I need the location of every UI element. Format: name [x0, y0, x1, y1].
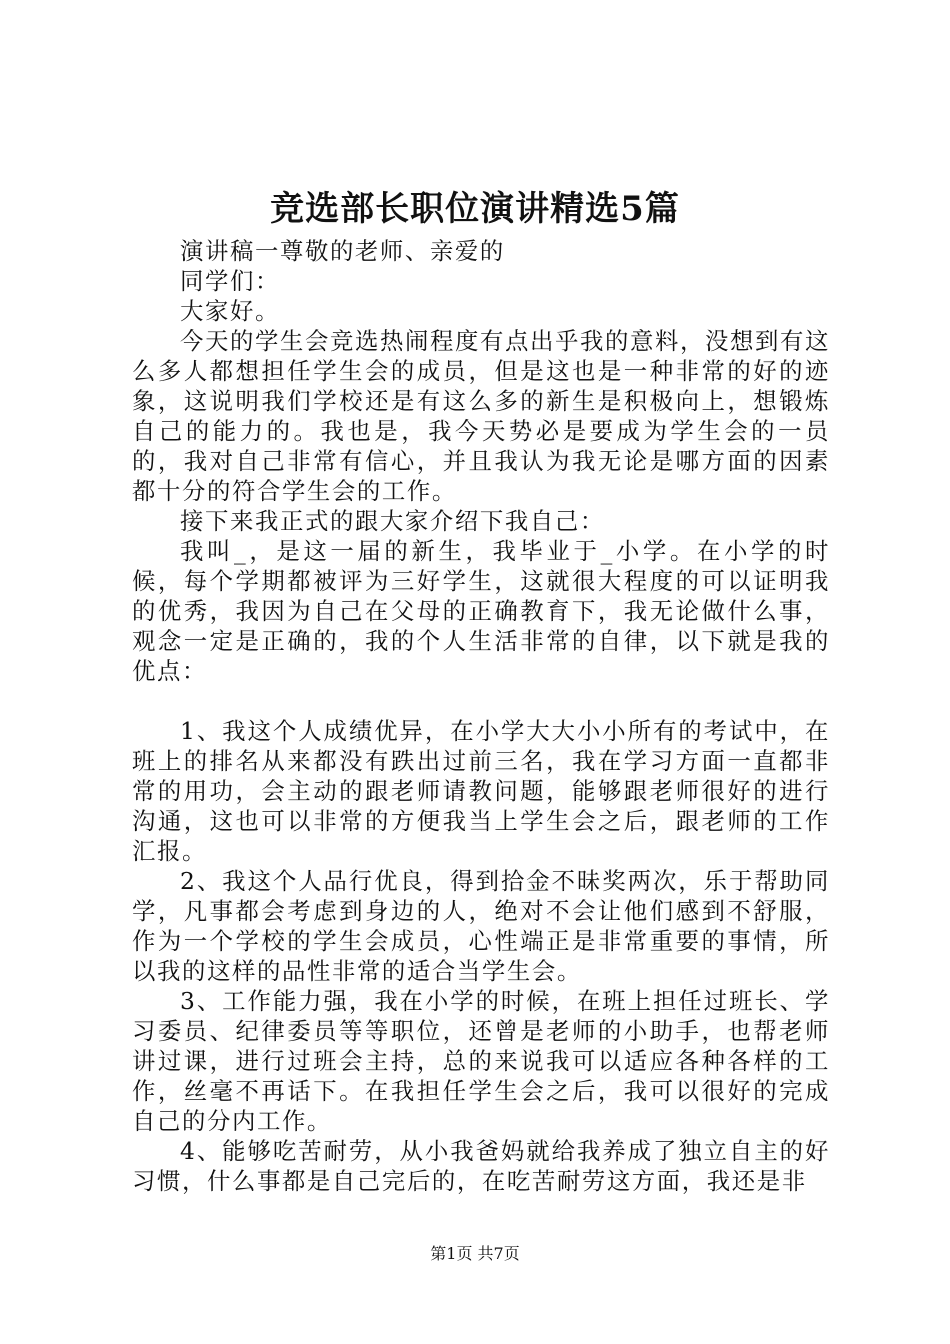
document-title: 竞选部长职位演讲精选5篇 [270, 189, 680, 229]
paragraph: 3、工作能力强，我在小学的时候，在班上担任过班长、学习委员、纪律委员等等职位，还曾是老师的小助手，也帮老师讲过课，进行过班会主持，总的来说我可以适应各种各样的工作，丝毫不再话下。在我担任学生会之后，我可以很好的完成自己的分内工作。 [132, 987, 830, 1135]
paragraph: 演讲稿一尊敬的老师、亲爱的 [180, 237, 505, 265]
paragraph: 1、我这个人成绩优异，在小学大大小小所有的考试中，在班上的排名从来都没有跌出过前三名，我在学习方面一直都非常的用功，会主动的跟老师请教问题，能够跟老师很好的进行沟通，这也可以非常的方便我当上学生会之后，跟老师的工作汇报。 [132, 717, 830, 865]
paragraph: 大家好。 [180, 297, 280, 325]
blank-line [132, 686, 830, 716]
document-body [132, 236, 830, 1196]
paragraph: 2、我这个人品行优良，得到拾金不昧奖两次，乐于帮助同学，凡事都会考虑到身边的人，绝对不会让他们感到不舒服，作为一个学校的学生会成员，心性端正是非常重要的事情，所以我的这样的品性非常的适合当学生会。 [132, 867, 830, 985]
paragraph: 我叫_，是这一届的新生，我毕业于_小学。在小学的时候，每个学期都被评为三好学生，这就很大程度的可以证明我的优秀，我因为自己在父母的正确教育下，我无论做什么事，观念一定是正确的，我的个人生活非常的自律，以下就是我的优点： [132, 537, 830, 685]
paragraph: 今天的学生会竞选热闹程度有点出乎我的意料，没想到有这么多人都想担任学生会的成员，但是这也是一种非常的好的迹象，这说明我们学校还是有这么多的新生是积极向上，想锻炼自己的能力的。我也是，我今天势必是要成为学生会的一员的，我对自己非常有信心，并且我认为我无论是哪方面的因素都十分的符合学生会的工作。 [132, 327, 830, 505]
paragraph: 接下来我正式的跟大家介绍下我自己： [180, 507, 605, 535]
page-footer: 第1页 共7页 [430, 1244, 520, 1263]
paragraph: 同学们： [180, 267, 280, 295]
paragraph: 4、能够吃苦耐劳，从小我爸妈就给我养成了独立自主的好习惯，什么事都是自己完后的，在吃苦耐劳这方面，我还是非 [132, 1137, 830, 1195]
